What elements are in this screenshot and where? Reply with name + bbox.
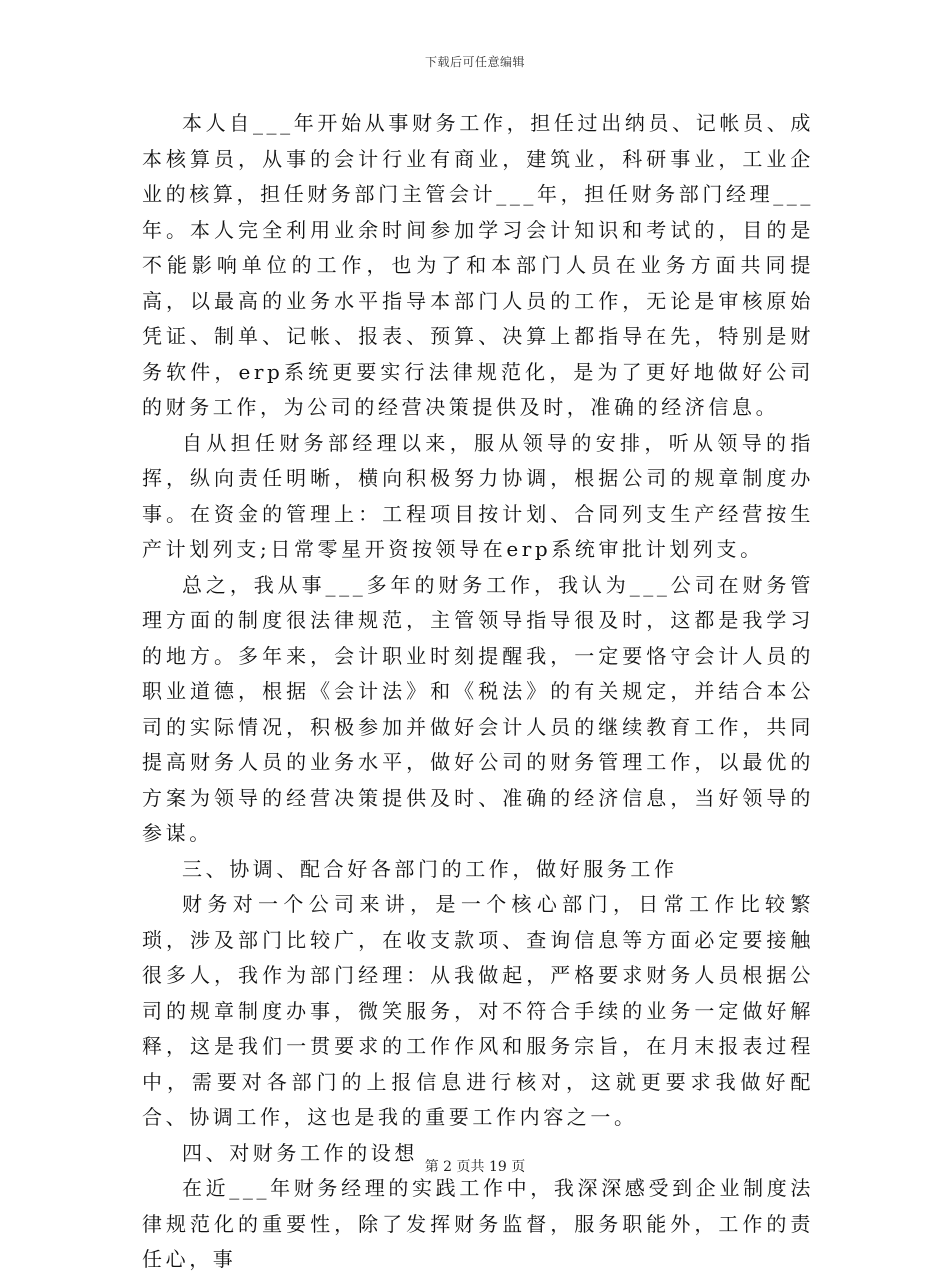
paragraph-manager-duties: 自从担任财务部经理以来，服从领导的安排，听从领导的指挥，纵向责任明晰，横向积极努力协调，根据公司的规章制度办事。在资金的管理上：工程项目按计划、合同列支生产经营按生产计划列支;日常零星开资按领导在erp系统审批计划列支。 [142, 430, 814, 561]
section-heading-coordination: 三、协调、配合好各部门的工作，做好服务工作 [182, 856, 678, 881]
paragraph-outlook: 在近___年财务经理的实践工作中，我深深感受到企业制度法律规范化的重要性，除了发挥财务监督，服务职能外，工作的责任心，事 [142, 1176, 814, 1271]
page-header: 下载后可任意编辑 [424, 55, 525, 69]
paragraph-summary: 总之，我从事___多年的财务工作，我认为___公司在财务管理方面的制度很法律规范，主管领导指导很及时，这都是我学习的地方。多年来，会计职业时刻提醒我，一定要恪守会计人员的职业道德，根据《会计法》和《税法》的有关规定，并结合本公司的实际情况，积极参加并做好会计人员的继续教育工作，共同提高财务人员的业务水平，做好公司的财务管理工作，以最优的方案为领导的经营决策提供及时、准确的经济信息，当好领导的参谋。 [142, 572, 814, 845]
document-body [142, 106, 814, 1278]
page-footer: 第 2 页共 19 页 [424, 1159, 526, 1175]
paragraph-experience: 本人自___年开始从事财务工作，担任过出纳员、记帐员、成本核算员，从事的会计行业有商业，建筑业，科研事业，工业企业的核算，担任财务部门主管会计___年，担任财务部门经理___年。本人完全利用业余时间参加学习会计知识和考试的，目的是不能影响单位的工作，也为了和本部门人员在业务方面共同提高，以最高的业务水平指导本部门人员的工作，无论是审核原始凭证、制单、记帐、报表、预算、决算上都指导在先，特别是财务软件，erp系统更要实行法律规范化，是为了更好地做好公司的财务工作，为公司的经营决策提供及时，准确的经济信息。 [142, 111, 814, 419]
paragraph-coordination: 财务对一个公司来讲，是一个核心部门，日常工作比较繁琐，涉及部门比较广，在收支款项、查询信息等方面必定要接触很多人，我作为部门经理：从我做起，严格要求财务人员根据公司的规章制度办事，微笑服务，对不符合手续的业务一定做好解释，这是我们一贯要求的工作作风和服务宗旨，在月末报表过程中，需要对各部门的上报信息进行核对，这就更要求我做好配合、协调工作，这也是我的重要工作内容之一。 [142, 892, 814, 1129]
section-heading-outlook: 四、对财务工作的设想 [182, 1140, 418, 1165]
